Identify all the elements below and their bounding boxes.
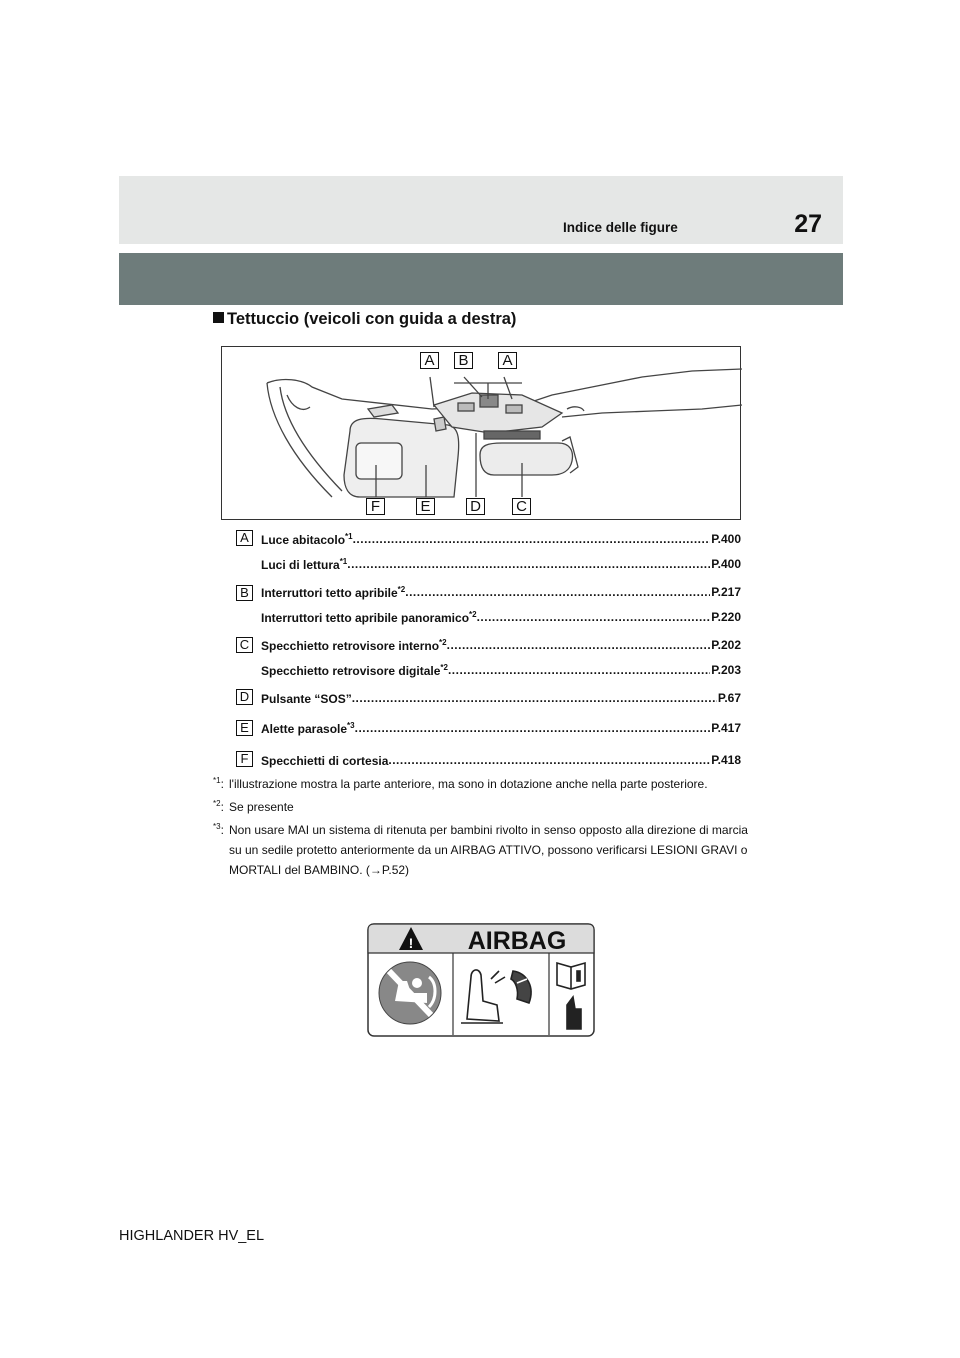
callout-d: D: [466, 498, 485, 515]
item-name: Specchietto retrovisore interno: [261, 639, 440, 653]
list-item: [261, 557, 741, 572]
square-bullet-icon: [213, 312, 224, 323]
note-text-3: Non usare MAI un sistema di ritenuta per bambini rivolto in senso opposto alla direzione di marcia su un sedile protetto anteriormente da un AIRBAG ATTIVO, possono verificarsi LESIONI GRAVI o MORTALI del BAMBINO. (→P.52): [229, 823, 748, 877]
list-item: [261, 663, 741, 678]
item-name: Specchietto retrovisore digitale: [261, 664, 441, 678]
list-item: [261, 691, 741, 706]
leader-dots: [448, 663, 710, 678]
item-name: Interruttori tetto apribile: [261, 586, 398, 600]
item-sup: *2: [439, 638, 447, 647]
airbag-title: AIRBAG: [467, 927, 567, 955]
leader-dots: [388, 753, 710, 768]
leader-dots: [353, 532, 711, 547]
note-text-2: Se presente: [229, 800, 294, 814]
item-page-ref[interactable]: P.67: [717, 691, 741, 705]
item-page-ref[interactable]: P.417: [711, 721, 741, 735]
header-band: [119, 176, 843, 244]
page-number: 27: [794, 210, 822, 238]
leader-dots: [477, 610, 711, 625]
item-page-ref[interactable]: P.220: [711, 610, 741, 624]
item-name: Specchietti di cortesia: [261, 754, 389, 768]
item-sup: *1: [345, 532, 353, 541]
list-item: [261, 585, 741, 600]
callout-e: E: [416, 498, 435, 515]
item-sup: *1: [339, 557, 348, 566]
warning-glyph: !: [408, 935, 414, 951]
callout-c: C: [512, 498, 531, 515]
leader-dots: [347, 557, 710, 572]
item-page-ref[interactable]: P.400: [711, 557, 741, 571]
list-item: [261, 753, 741, 768]
dark-band: [119, 253, 843, 305]
footer-model: HIGHLANDER HV_EL: [119, 1228, 265, 1244]
leader-dots: [355, 721, 711, 736]
item-name: Pulsante “SOS”: [261, 692, 352, 706]
item-page-ref[interactable]: P.202: [711, 638, 741, 652]
ceiling-drawing: [222, 347, 742, 521]
item-sup: *2: [469, 610, 477, 619]
airbag-label-graphic: [367, 923, 595, 1037]
item-page-ref[interactable]: P.400: [711, 532, 741, 546]
leader-dots: [405, 585, 710, 600]
item-badge-d: D: [236, 689, 253, 705]
item-name: Alette parasole: [261, 722, 348, 736]
item-sup: *3: [347, 721, 355, 730]
item-badge-c: C: [236, 637, 253, 653]
callout-a-left: A: [420, 352, 439, 369]
heading-text: Tettuccio (veicoli con guida a destra): [227, 310, 517, 328]
item-badge-e: E: [236, 720, 253, 736]
list-item: [261, 721, 741, 736]
item-sup: *2: [397, 585, 406, 594]
list-item: [261, 610, 741, 625]
note-text-1: l'illustrazione mostra la parte anteriore, ma sono in dotazione anche nella parte posteriore.: [229, 777, 708, 791]
item-page-ref[interactable]: P.203: [711, 663, 741, 677]
item-name: Luci di lettura: [261, 558, 340, 572]
page-heading: [213, 310, 516, 329]
callout-a-right: A: [498, 352, 517, 369]
section-title: Indice delle figure: [563, 220, 678, 235]
item-name: Interruttori tetto apribile panoramico: [261, 611, 470, 625]
item-badge-f: F: [236, 751, 253, 767]
ceiling-illustration: [221, 346, 741, 520]
note-mark-2: $^{*2}$:: [213, 799, 224, 814]
leader-dots: [352, 691, 717, 706]
note-mark-3: $^{*3}$:: [213, 822, 224, 837]
list-item: [261, 638, 741, 653]
item-page-ref[interactable]: P.418: [711, 753, 741, 767]
note-mark-1: $^{*1}$:: [213, 776, 224, 791]
airbag-warning-label: [367, 923, 595, 1037]
item-badge-b: B: [236, 585, 253, 601]
item-page-ref[interactable]: P.217: [711, 585, 741, 599]
callout-b: B: [454, 352, 473, 369]
leader-dots: [447, 638, 711, 653]
no-rear-facing-seat-icon: [379, 962, 441, 1024]
item-name: Luce abitacolo: [261, 533, 346, 547]
item-badge-a: A: [236, 530, 253, 546]
callout-f: F: [366, 498, 385, 515]
list-item: [261, 532, 741, 547]
item-sup: *2: [440, 663, 448, 672]
